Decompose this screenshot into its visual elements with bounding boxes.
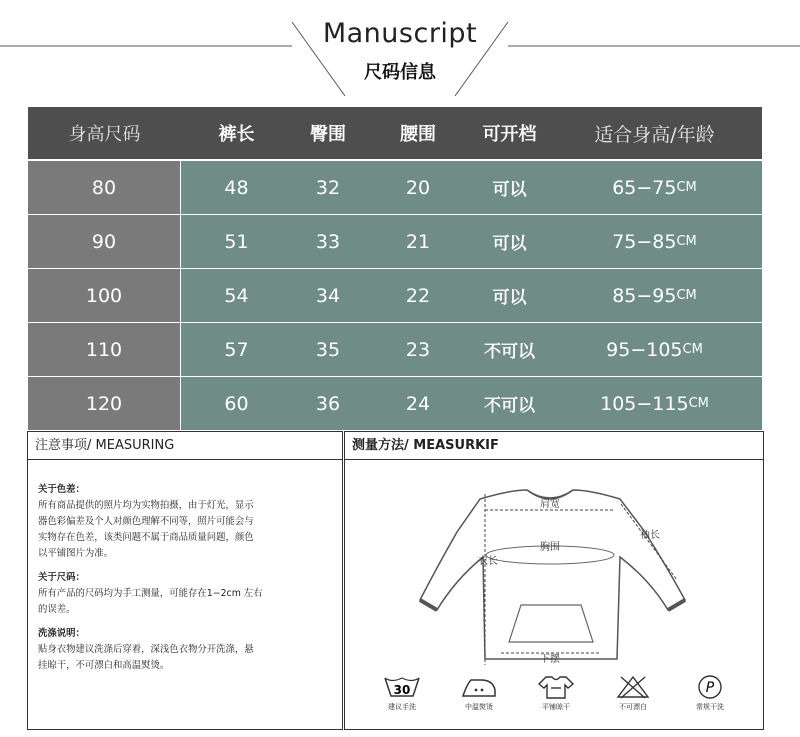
- cell-waist: 21: [405, 230, 431, 253]
- sweater-outline: [420, 490, 685, 659]
- cell-height-range: [547, 323, 762, 376]
- wash-note-line: 贴身衣物建议洗涤后穿着，深浅色衣物分开洗涤，悬: [38, 644, 254, 655]
- sweater-diagram: [345, 472, 763, 665]
- color-note-line: 所有商品提供的照片均为实物拍摄，由于灯光，显示: [38, 500, 254, 511]
- cell-size: 120: [28, 377, 180, 430]
- size-table: [28, 107, 762, 431]
- hand-wash-icon: [382, 674, 422, 700]
- label-length: 衣长: [478, 556, 498, 567]
- sleeve-line: [621, 504, 677, 580]
- height-range-value: 75−85: [612, 230, 677, 253]
- color-note-line: 器色彩偏差及个人对颜色理解不同等，照片可能会与: [38, 516, 254, 527]
- table-row: [28, 215, 762, 268]
- cell-open-crotch: 可以: [492, 288, 527, 308]
- wash-note-heading: 洗涤说明：: [38, 628, 85, 639]
- size-note: [38, 570, 332, 618]
- section-subtitle: 尺码信息: [364, 62, 436, 83]
- col-hip: 臀围: [310, 124, 346, 145]
- unit-label: CM: [676, 180, 697, 195]
- cell-hip: 33: [315, 230, 341, 253]
- dry-clean-icon: [690, 674, 730, 700]
- col-open-crotch: 可开档: [482, 124, 537, 145]
- cell-height-range: [547, 215, 762, 268]
- care-label: 中温熨烫: [465, 703, 493, 711]
- cell-height-range: [547, 269, 762, 322]
- header-decoration: [0, 0, 800, 100]
- col-height-age: 适合身高/年龄: [594, 123, 715, 146]
- table-row: [28, 323, 762, 376]
- label-chest: 胸围: [540, 542, 560, 553]
- cell-height-range: [547, 377, 762, 430]
- size-note-line: 所有产品的尺码均为手工测量，可能存在1−2cm 左右: [38, 588, 263, 599]
- cell-pants-length: 60: [224, 392, 249, 415]
- no-bleach-icon: [613, 674, 653, 700]
- height-range-value: 105−115: [600, 392, 689, 415]
- cell-height-range: [547, 161, 762, 214]
- label-hem: 下摆: [540, 654, 560, 665]
- wash-note: [38, 626, 332, 674]
- care-iron: [444, 674, 514, 712]
- cell-pants-length: 57: [224, 338, 249, 361]
- right-cuff: [668, 600, 685, 610]
- notes-title: 注意事项/ MEASURING: [28, 432, 342, 460]
- care-dry-flat: [521, 674, 591, 712]
- cell-pants-length: 54: [224, 284, 249, 307]
- cell-open-crotch: 可以: [492, 234, 527, 254]
- cell-pants-length: 51: [224, 230, 249, 253]
- label-shoulder: 肩宽: [540, 499, 560, 510]
- care-no-bleach: [598, 674, 668, 712]
- table-row: [28, 377, 762, 430]
- care-label: 常规干洗: [696, 703, 724, 711]
- unit-label: CM: [676, 234, 697, 249]
- unit-label: CM: [688, 396, 709, 411]
- table-row: [28, 161, 762, 214]
- cell-size: 110: [28, 323, 180, 376]
- cell-open-crotch: 不可以: [484, 396, 535, 416]
- cell-size: 80: [28, 161, 180, 214]
- notes-panel: [27, 431, 343, 730]
- size-note-line: 的误差。: [38, 604, 76, 615]
- cell-open-crotch: 可以: [492, 180, 527, 200]
- color-note: [38, 482, 332, 562]
- pocket: [509, 605, 593, 642]
- dry-clean-letter: P: [705, 680, 715, 696]
- care-label: 不可漂白: [619, 703, 647, 711]
- cell-hip: 36: [315, 392, 341, 415]
- cell-hip: 32: [315, 176, 341, 199]
- care-label: 平铺晾干: [542, 703, 570, 711]
- left-cuff: [420, 600, 437, 610]
- cell-size: 90: [28, 215, 180, 268]
- unit-label: CM: [682, 342, 703, 357]
- page-header: [0, 0, 800, 100]
- col-waist: 腰围: [400, 124, 436, 145]
- col-pants-length: 裤长: [218, 124, 255, 145]
- color-note-line: 实物存在色差，该类问题不属于商品质量问题，颜色: [38, 532, 254, 543]
- wash-temperature: 30: [393, 683, 411, 697]
- size-note-heading: 关于尺码：: [38, 572, 85, 583]
- brand-title: Manuscript: [322, 18, 478, 49]
- measurement-panel: [344, 431, 764, 730]
- care-hand-wash: [367, 674, 437, 712]
- table-row: [28, 269, 762, 322]
- wash-note-line: 挂晾干，不可漂白和高温熨烫。: [38, 660, 170, 671]
- color-note-heading: 关于色差：: [38, 484, 85, 495]
- cell-open-crotch: 不可以: [484, 342, 535, 362]
- cell-waist: 20: [405, 176, 431, 199]
- col-size: 身高尺码: [68, 124, 141, 145]
- cell-pants-length: 48: [224, 176, 249, 199]
- height-range-value: 65−75: [612, 176, 677, 199]
- cell-hip: 34: [315, 284, 341, 307]
- unit-label: CM: [676, 288, 697, 303]
- height-range-value: 85−95: [612, 284, 677, 307]
- cell-waist: 23: [405, 338, 431, 361]
- dry-flat-icon: [536, 674, 576, 700]
- color-note-line: 以平铺图片为准。: [38, 548, 114, 559]
- cell-waist: 24: [405, 392, 431, 415]
- cell-size: 100: [28, 269, 180, 322]
- care-label: 建议手洗: [388, 703, 416, 711]
- cell-hip: 35: [315, 338, 341, 361]
- label-sleeve: 袖长: [640, 530, 660, 541]
- table-header: [28, 107, 762, 159]
- height-range-value: 95−105: [606, 338, 683, 361]
- care-dry-clean: [675, 674, 745, 712]
- cell-waist: 22: [405, 284, 431, 307]
- iron-medium-icon: [459, 674, 499, 700]
- measurement-title: 测量方法/ MEASURKIF: [345, 432, 763, 460]
